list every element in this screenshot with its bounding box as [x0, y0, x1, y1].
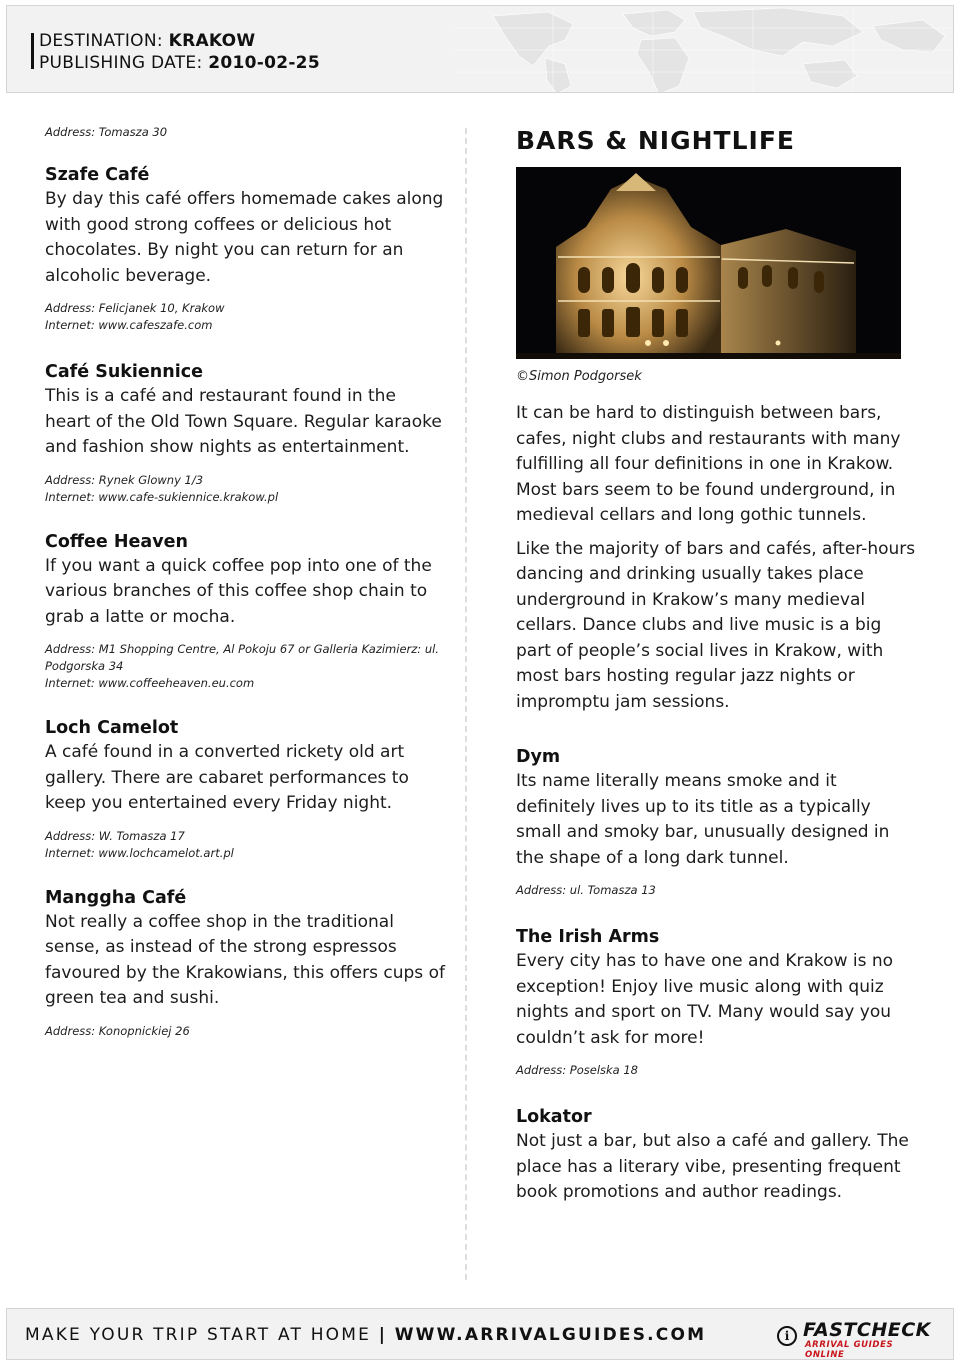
- venue-the-irish-arms: [516, 925, 916, 1079]
- venue-title: The Irish Arms: [516, 927, 660, 947]
- destination-label: DESTINATION:: [39, 31, 163, 51]
- theatre-night-photo: [516, 167, 901, 359]
- theatre-building-illustration: [516, 167, 901, 359]
- venue-loch-camelot: [45, 716, 445, 862]
- venue-address: Address: ul. Tomasza 13: [516, 883, 656, 897]
- venue-title: Café Sukiennice: [45, 362, 203, 382]
- venue-title: Lokator: [516, 1107, 592, 1127]
- venue-manggha-cafe: [45, 886, 445, 1040]
- venue-website: Internet: www.coffeeheaven.eu.com: [45, 676, 255, 690]
- footer-website-link[interactable]: WWW.ARRIVALGUIDES.COM: [394, 1325, 707, 1345]
- venue-description: Its name literally means smoke and it definitely lives up to its title as a typically small and smoky bar, unusually designed in the shape of a long dark tunnel.: [516, 771, 890, 868]
- venue-title: Coffee Heaven: [45, 531, 188, 552]
- venue-address: Address: Felicjanek 10, Krakow: [45, 301, 225, 315]
- venue-dym: [516, 745, 916, 899]
- logo-subtitle: ARRIVAL GUIDES ONLINE: [805, 1340, 894, 1360]
- venue-address: Address: Rynek Glowny 1/3: [45, 472, 204, 487]
- venue-description: This is a café and restaurant found in the heart of the Old Town Square. Regular karaoke and fashion show nights as entertainment.: [45, 386, 442, 457]
- logo-brand-text: FASTCHECK: [803, 1319, 931, 1341]
- world-map-graphic: [453, 6, 953, 93]
- venue-description: Not really a coffee shop in the traditional sense, as instead of the strong espressos favoured by the Krakowians, this offers cups of green tea and sushi.: [45, 911, 445, 1008]
- header-accent-bar: [31, 33, 34, 69]
- venue-address: Address: Konopnickiej 26: [45, 1023, 190, 1038]
- footer-tagline-row: [25, 1325, 706, 1345]
- publishing-date-value: 2010-02-25: [208, 53, 320, 73]
- page-header: [6, 5, 954, 93]
- venue-description: Not just a bar, but also a café and gallery. The place has a literary vibe, presenting frequent book promotions and author readings.: [516, 1131, 909, 1202]
- venue-address: Address: Poselska 18: [516, 1063, 639, 1077]
- destination-value: KRAKOW: [168, 31, 256, 51]
- venue-address: Address: W. Tomasza 17: [45, 828, 185, 843]
- venue-website: Internet: www.lochcamelot.art.pl: [45, 845, 234, 860]
- publishing-date-label: PUBLISHING DATE:: [39, 53, 203, 73]
- column-divider: [465, 128, 467, 1280]
- venue-title: Manggha Café: [45, 887, 187, 908]
- venue-description: A café found in a converted rickety old art gallery. There are cabaret performances to keep you entertained every Friday night.: [45, 742, 409, 813]
- fastcheck-logo: [777, 1318, 933, 1360]
- venue-address: Address: M1 Shopping Centre, Al Pokoju 67 or Galleria Kazimierz: ul. Podgorska 34: [45, 642, 439, 673]
- venue-website: Internet: www.cafe-sukiennice.krakow.pl: [45, 489, 279, 504]
- venue-description: Every city has to have one and Krakow is no exception! Enjoy live music along with quiz nights and sport on TV. Many would say you couldn’t ask for more!: [516, 951, 894, 1048]
- venue-lokator: [516, 1105, 916, 1206]
- footer-tagline: MAKE YOUR TRIP START AT HOME: [25, 1325, 372, 1345]
- venue-website: Internet: www.cafeszafe.com: [45, 318, 213, 332]
- destination-line: [39, 31, 255, 51]
- venue-title: Szafe Café: [45, 165, 150, 185]
- venue-title: Dym: [516, 747, 561, 767]
- section-title: BARS & NIGHTLIFE: [516, 126, 795, 155]
- right-column: [516, 124, 916, 1206]
- venue-cafe-sukiennice: [45, 360, 445, 506]
- intro-paragraph-2: Like the majority of bars and cafés, after-hours dancing and drinking usually takes place underground in Krakow’s many medieval cellars. Dance clubs and live music is a big part of people’s social lives in Krakow, with most bars hosting regular jazz nights or impromptu jam sessions.: [516, 538, 916, 712]
- footer-separator: |: [378, 1325, 388, 1345]
- venue-szafe-cafe: [45, 163, 445, 334]
- intro-paragraph-1: It can be hard to distinguish between bars, cafes, night clubs and restaurants with many fulfilling all four definitions in one in Krakow. Most bars seem to be found underground, in medieval cellars and long gothic tunnels.: [516, 403, 901, 525]
- photo-credit: ©Simon Podgorsek: [516, 369, 642, 384]
- page-footer: [6, 1308, 954, 1360]
- publishing-date-line: [39, 53, 320, 73]
- venue-description: If you want a quick coffee pop into one of the various branches of this coffee shop chain to grab a latte or mocha.: [45, 555, 432, 627]
- venue-description: By day this café offers homemade cakes along with good strong coffees or delicious hot chocolates. By night you can return for an alcoholic beverage.: [45, 189, 444, 286]
- venue-coffee-heaven: [45, 530, 445, 693]
- venue-title: Loch Camelot: [45, 718, 179, 738]
- left-column: [45, 124, 445, 1040]
- info-icon: i: [777, 1326, 797, 1346]
- previous-venue-address: Address: Tomasza 30: [45, 125, 168, 139]
